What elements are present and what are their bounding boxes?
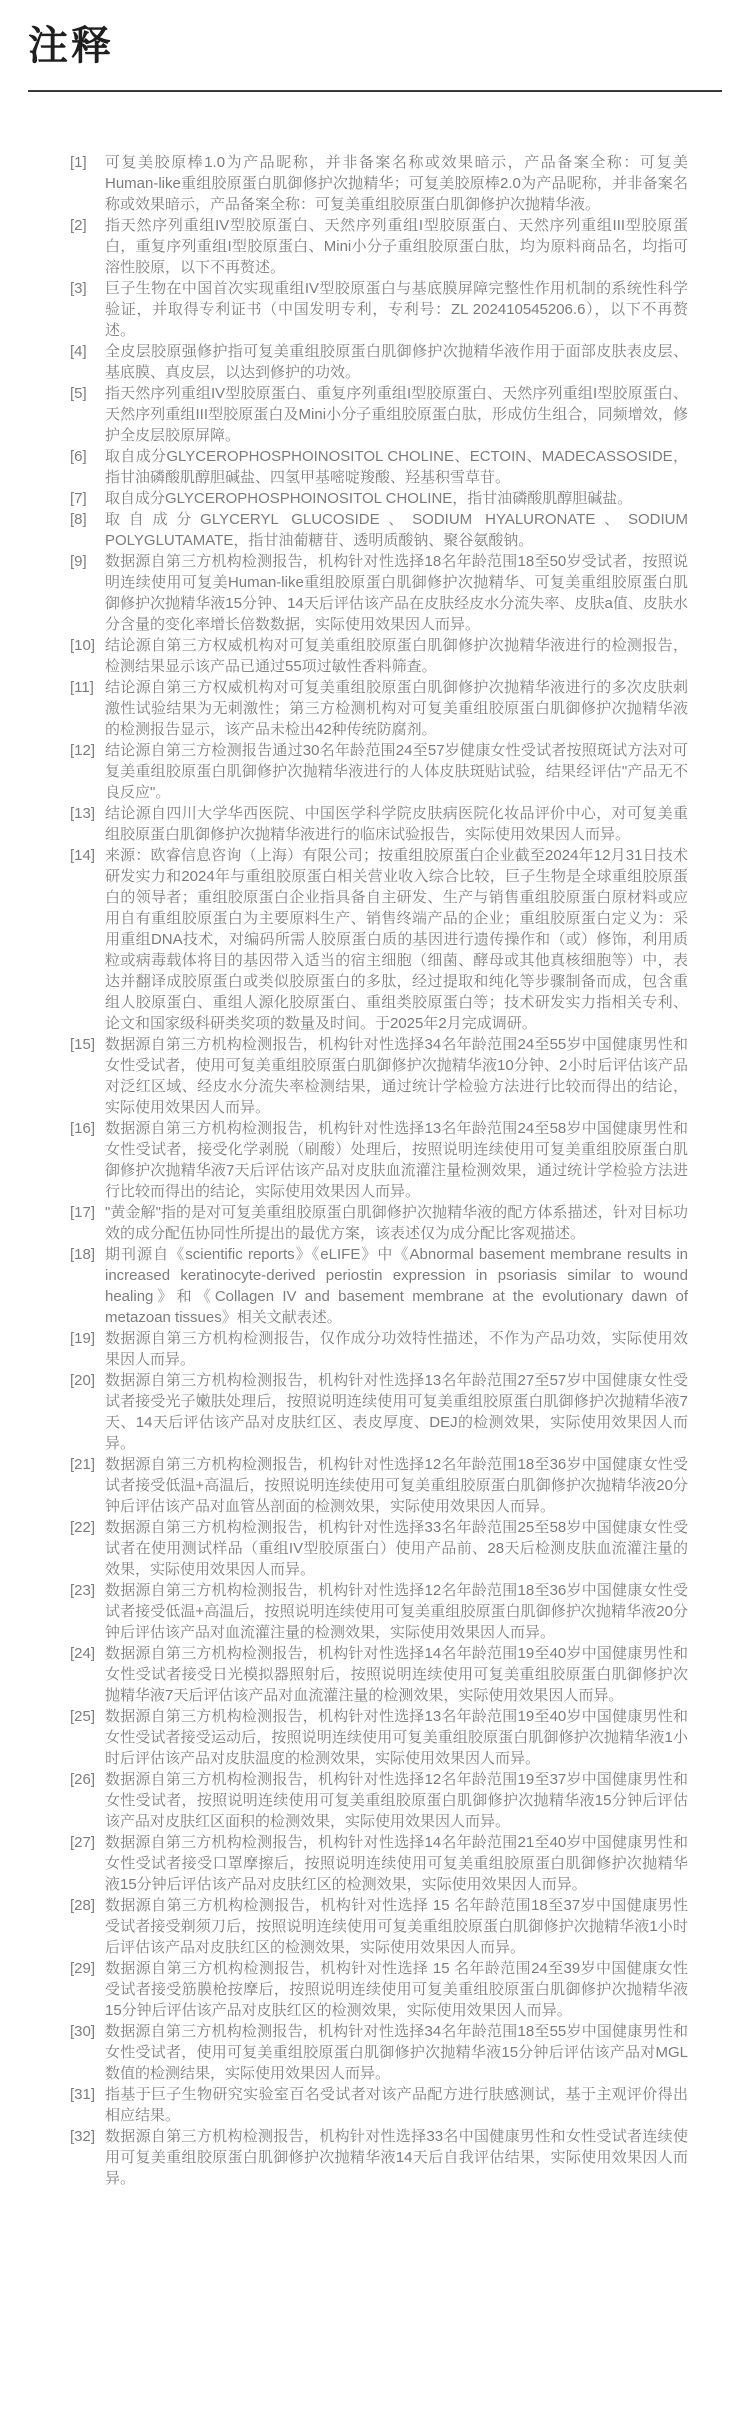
note-text: 结论源自第三方权威机构对可复美重组胶原蛋白肌御修护次抛精华液进行的检测报告，检测结果显示该产品已通过55项过敏性香料筛查。: [105, 637, 688, 675]
note-text: 结论源自第三方权威机构对可复美重组胶原蛋白肌御修护次抛精华液进行的多次皮肤刺激性试验结果为无刺激性；第三方检测机构对可复美重组胶原蛋白肌御修护次抛精华液的检测报告显示，该产品未检出42种传统防腐剂。: [105, 679, 688, 738]
note-number: [19]: [70, 1330, 96, 1347]
note-number: [28]: [70, 1897, 96, 1914]
note-number: [20]: [70, 1372, 96, 1389]
note-number: [6]: [70, 448, 87, 465]
note-item: [70, 1580, 688, 1643]
note-number: [14]: [70, 847, 96, 864]
note-item: [70, 1769, 688, 1832]
note-text: 指天然序列重组IV型胶原蛋白、重复序列重组I型胶原蛋白、天然序列重组I型胶原蛋白、天然序列重组III型胶原蛋白及Mini小分子重组胶原蛋白肽，形成仿生组合，同频增效，修护全皮层胶原屏障。: [105, 385, 688, 444]
note-number: [24]: [70, 1645, 96, 1662]
note-item: [70, 1517, 688, 1580]
note-item: [70, 341, 688, 383]
note-text: 数据源自第三方机构检测报告，机构针对性选择12名年龄范围18至36岁中国健康女性受试者接受低温+高温后，按照说明连续使用可复美重组胶原蛋白肌御修护次抛精华液20分钟后评估该产品对血管丛剖面的检测效果，实际使用效果因人而异。: [105, 1456, 688, 1515]
note-text: 结论源自四川大学华西医院、中国医学科学院皮肤病医院化妆品评价中心，对可复美重组胶原蛋白肌御修护次抛精华液进行的临床试验报告，实际使用效果因人而异。: [105, 805, 688, 843]
note-number: [21]: [70, 1456, 96, 1473]
note-number: [32]: [70, 2128, 96, 2145]
note-item: [70, 1244, 688, 1328]
note-text: 数据源自第三方机构检测报告，仅作成分功效特性描述，不作为产品功效，实际使用效果因人而异。: [105, 1330, 688, 1368]
note-item: [70, 845, 688, 1034]
note-item: [70, 803, 688, 845]
note-item: [70, 2021, 688, 2084]
note-text: 数据源自第三方机构检测报告，机构针对性选择33名年龄范围25至58岁中国健康女性受试者在使用测试样品（重组IV型胶原蛋白）使用产品前、28天后检测皮肤血流灌注量的效果，实际使用效果因人而异。: [105, 1519, 688, 1578]
note-number: [16]: [70, 1120, 96, 1137]
note-text: 数据源自第三方机构检测报告，机构针对性选择33名中国健康男性和女性受试者连续使用可复美重组胶原蛋白肌御修护次抛精华液14天后自我评估结果，实际使用效果因人而异。: [105, 2128, 688, 2187]
note-text: 取自成分GLYCERYL GLUCOSIDE、SODIUM HYALURONATE、SODIUM POLYGLUTAMATE，指甘油葡糖苷、透明质酸钠、聚谷氨酸钠。: [105, 511, 688, 549]
note-item: [70, 1202, 688, 1244]
note-text: 数据源自第三方机构检测报告，机构针对性选择12名年龄范围19至37岁中国健康男性和女性受试者，按照说明连续使用可复美重组胶原蛋白肌御修护次抛精华液15分钟后评估该产品对皮肤红区面积的检测效果，实际使用效果因人而异。: [105, 1771, 688, 1830]
note-item: [70, 551, 688, 635]
note-number: [27]: [70, 1834, 96, 1851]
page-title: 注释: [28, 24, 114, 68]
note-text: 期刊源自《scientific reports》《eLIFE》中《Abnormal basement membrane results in increased keratinocyte-derived periostin expression in psoriasis similar to wound healing》和《Collagen IV and basement membrane at the evolutionary dawn of metazoan tissues》相关文献表述。: [105, 1246, 688, 1326]
note-number: [31]: [70, 2086, 96, 2103]
note-text: 数据源自第三方机构检测报告，机构针对性选择 15 名年龄范围18至37岁中国健康男性受试者接受剃须刀后，按照说明连续使用可复美重组胶原蛋白肌御修护次抛精华液1小时后评估该产品对皮肤红区的检测效果，实际使用效果因人而异。: [105, 1897, 688, 1956]
note-text: 巨子生物在中国首次实现重组IV型胶原蛋白与基底膜屏障完整性作用机制的系统性科学验证，并取得专利证书（中国发明专利，专利号：ZL 202410545206.6），以下不再赘述。: [105, 280, 688, 339]
note-item: [70, 509, 688, 551]
note-text: "黄金解"指的是对可复美重组胶原蛋白肌御修护次抛精华液的配方体系描述，针对目标功效的成分配伍协同性所提出的最优方案，该表述仅为成分配比客观描述。: [105, 1204, 688, 1242]
note-number: [2]: [70, 217, 87, 234]
note-text: 可复美胶原棒1.0为产品昵称，并非备案名称或效果暗示，产品备案全称：可复美Human-like重组胶原蛋白肌御修护次抛精华；可复美胶原棒2.0为产品昵称，并非备案名称或效果暗示，产品备案全称：可复美重组胶原蛋白肌御修护次抛精华液。: [105, 154, 688, 213]
note-item: [70, 2126, 688, 2189]
note-item: [70, 446, 688, 488]
note-number: [9]: [70, 553, 87, 570]
note-item: [70, 278, 688, 341]
note-item: [70, 1454, 688, 1517]
note-text: 结论源自第三方检测报告通过30名年龄范围24至57岁健康女性受试者按照斑试方法对可复美重组胶原蛋白肌御修护次抛精华液进行的人体皮肤斑贴试验，结果经评估"产品无不良反应"。: [105, 742, 688, 801]
note-item: [70, 1328, 688, 1370]
note-text: 数据源自第三方机构检测报告，机构针对性选择34名年龄范围18至55岁中国健康男性和女性受试者，使用可复美重组胶原蛋白肌御修护次抛精华液15分钟后评估该产品对MGL数值的检测结果，实际使用效果因人而异。: [105, 2023, 688, 2082]
note-text: 数据源自第三方机构检测报告，机构针对性选择34名年龄范围24至55岁中国健康男性和女性受试者，使用可复美重组胶原蛋白肌御修护次抛精华液10分钟、2小时后评估该产品对泛红区域、经皮水分流失率检测结果，通过统计学检验方法进行比较而得出的结论，实际使用效果因人而异。: [105, 1036, 688, 1116]
note-number: [29]: [70, 1960, 96, 1977]
note-item: [70, 488, 688, 509]
note-number: [26]: [70, 1771, 96, 1788]
note-text: 指基于巨子生物研究实验室百名受试者对该产品配方进行肤感测试，基于主观评价得出相应结果。: [105, 2086, 688, 2124]
note-text: 数据源自第三方机构检测报告，机构针对性选择13名年龄范围24至58岁中国健康男性和女性受试者，接受化学剥脱（刷酸）处理后，按照说明连续使用可复美重组胶原蛋白肌御修护次抛精华液7天后评估该产品对皮肤血流灌注量检测效果，通过统计学检验方法进行比较而得出的结论，实际使用效果因人而异。: [105, 1120, 688, 1200]
note-text: 数据源自第三方机构检测报告，机构针对性选择13名年龄范围19至40岁中国健康男性和女性受试者接受运动后，按照说明连续使用可复美重组胶原蛋白肌御修护次抛精华液1小时后评估该产品对皮肤温度的检测效果，实际使用效果因人而异。: [105, 1708, 688, 1767]
note-item: [70, 1118, 688, 1202]
note-item: [70, 677, 688, 740]
note-item: [70, 1958, 688, 2021]
note-number: [8]: [70, 511, 87, 528]
note-number: [11]: [70, 679, 94, 696]
note-item: [70, 1832, 688, 1895]
note-item: [70, 740, 688, 803]
note-item: [70, 1643, 688, 1706]
note-number: [30]: [70, 2023, 96, 2040]
note-text: 数据源自第三方机构检测报告，机构针对性选择18名年龄范围18至50岁受试者，按照说明连续使用可复美Human-like重组胶原蛋白肌御修护次抛精华、可复美重组胶原蛋白肌御修护次抛精华液15分钟、14天后评估该产品在皮肤经皮水分流失率、皮肤a值、皮肤水分含量的变化率增长倍数数据，实际使用效果因人而异。: [105, 553, 688, 633]
note-number: [22]: [70, 1519, 96, 1536]
note-item: [70, 1370, 688, 1454]
note-text: 数据源自第三方机构检测报告，机构针对性选择14名年龄范围19至40岁中国健康男性和女性受试者接受日光模拟器照射后，按照说明连续使用可复美重组胶原蛋白肌御修护次抛精华液7天后评估该产品对血流灌注量的检测效果，实际使用效果因人而异。: [105, 1645, 688, 1704]
note-text: 来源：欧睿信息咨询（上海）有限公司；按重组胶原蛋白企业截至2024年12月31日技术研发实力和2024年与重组胶原蛋白相关营业收入综合比较，巨子生物是全球重组胶原蛋白的领导者；重组胶原蛋白企业指具备自主研发、生产与销售重组胶原蛋白原材料或应用自有重组胶原蛋白为主要原料生产、销售终端产品的企业；重组胶原蛋白定义为：采用重组DNA技术，对编码所需人胶原蛋白质的基因进行遗传操作和（或）修饰，利用质粒或病毒载体将目的基因带入适当的宿主细胞（细菌、酵母或其他真核细胞等）中，表达并翻译成胶原蛋白或类似胶原蛋白的多肽，经过提取和纯化等步骤制备而成，包含重组人胶原蛋白、重组人源化胶原蛋白、重组类胶原蛋白等；技术研发实力指相关专利、论文和国家级科研类奖项的数量及时间。于2025年2月完成调研。: [105, 847, 688, 1032]
note-item: [70, 1034, 688, 1118]
note-text: 全皮层胶原强修护指可复美重组胶原蛋白肌御修护次抛精华液作用于面部皮肤表皮层、基底膜、真皮层，以达到修护的功效。: [105, 343, 688, 381]
note-text: 指天然序列重组IV型胶原蛋白、天然序列重组I型胶原蛋白、天然序列重组III型胶原蛋白，重复序列重组I型胶原蛋白、Mini小分子重组胶原蛋白肽，均为原料商品名，均指可溶性胶原，以下不再赘述。: [105, 217, 688, 276]
note-text: 数据源自第三方机构检测报告，机构针对性选择 15 名年龄范围24至39岁中国健康女性受试者接受筋膜枪按摩后，按照说明连续使用可复美重组胶原蛋白肌御修护次抛精华液15分钟后评估该产品对皮肤红区的检测效果，实际使用效果因人而异。: [105, 1960, 688, 2019]
note-number: [23]: [70, 1582, 96, 1599]
note-item: [70, 215, 688, 278]
note-item: [70, 383, 688, 446]
note-number: [1]: [70, 154, 87, 171]
note-number: [7]: [70, 490, 87, 507]
note-number: [17]: [70, 1204, 96, 1221]
note-item: [70, 635, 688, 677]
note-number: [3]: [70, 280, 87, 297]
notes-list: [0, 92, 750, 2189]
note-number: [18]: [70, 1246, 96, 1263]
note-item: [70, 152, 688, 215]
note-item: [70, 1706, 688, 1769]
note-text: 数据源自第三方机构检测报告，机构针对性选择13名年龄范围27至57岁中国健康女性受试者接受光子嫩肤处理后，按照说明连续使用可复美重组胶原蛋白肌御修护次抛精华液7天、14天后评估该产品对皮肤红区、表皮厚度、DEJ的检测效果，实际使用效果因人而异。: [105, 1372, 688, 1452]
note-text: 取自成分GLYCEROPHOSPHOINOSITOL CHOLINE，指甘油磷酸肌醇胆碱盐。: [105, 490, 633, 507]
note-item: [70, 2084, 688, 2126]
note-number: [4]: [70, 343, 87, 360]
note-number: [15]: [70, 1036, 96, 1053]
note-number: [25]: [70, 1708, 96, 1725]
note-text: 数据源自第三方机构检测报告，机构针对性选择12名年龄范围18至36岁中国健康女性受试者接受低温+高温后，按照说明连续使用可复美重组胶原蛋白肌御修护次抛精华液20分钟后评估该产品对血流灌注量的检测效果，实际使用效果因人而异。: [105, 1582, 688, 1641]
note-number: [5]: [70, 385, 87, 402]
note-text: 数据源自第三方机构检测报告，机构针对性选择14名年龄范围21至40岁中国健康男性和女性受试者接受口罩摩擦后，按照说明连续使用可复美重组胶原蛋白肌御修护次抛精华液15分钟后评估该产品对皮肤红区的检测效果，实际使用效果因人而异。: [105, 1834, 688, 1893]
note-item: [70, 1895, 688, 1958]
note-text: 取自成分GLYCEROPHOSPHOINOSITOL CHOLINE、ECTOIN、MADECASSOSIDE，指甘油磷酸肌醇胆碱盐、四氢甲基嘧啶羧酸、羟基积雪草苷。: [105, 448, 688, 486]
note-number: [13]: [70, 805, 96, 822]
note-number: [12]: [70, 742, 96, 759]
note-number: [10]: [70, 637, 96, 654]
